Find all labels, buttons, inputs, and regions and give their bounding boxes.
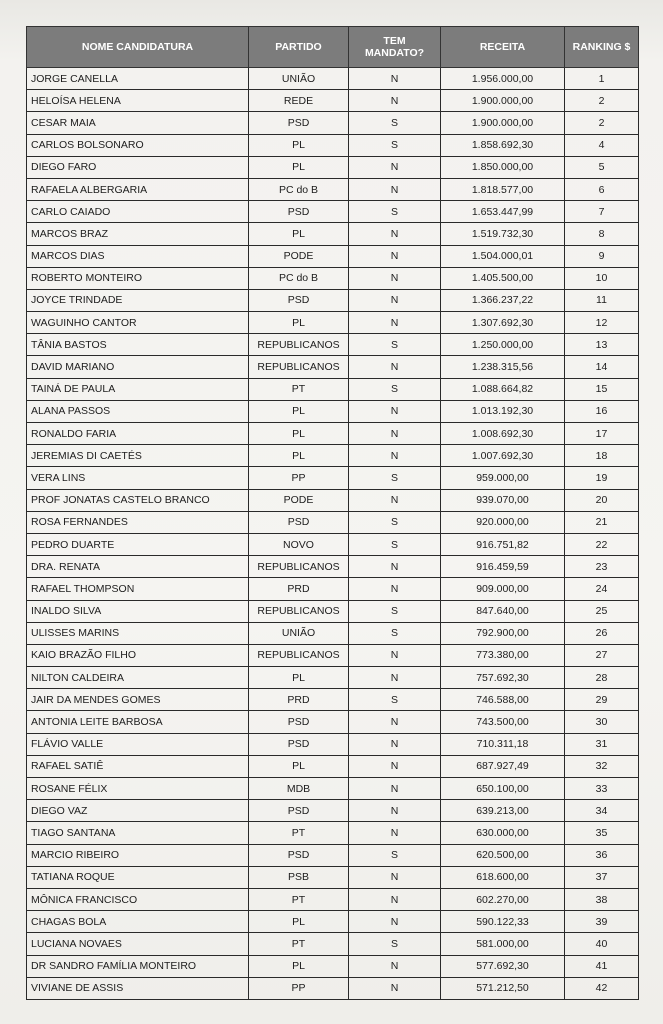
cell-name: MARCOS BRAZ [27, 223, 249, 245]
header-ranking: RANKING $ [565, 27, 639, 68]
cell-name: DIEGO FARO [27, 156, 249, 178]
table-header [27, 27, 639, 68]
table-row [27, 689, 639, 711]
cell-rank: 1 [565, 68, 639, 90]
cell-party: PRD [249, 578, 349, 600]
cell-revenue: 620.500,00 [441, 844, 565, 866]
table-row [27, 334, 639, 356]
cell-party: PL [249, 445, 349, 467]
cell-party: REDE [249, 90, 349, 112]
cell-rank: 13 [565, 334, 639, 356]
cell-mandate: N [349, 356, 441, 378]
candidates-table [26, 26, 639, 1000]
cell-revenue: 1.366.237,22 [441, 289, 565, 311]
table-row [27, 733, 639, 755]
cell-rank: 40 [565, 933, 639, 955]
cell-rank: 31 [565, 733, 639, 755]
cell-mandate: N [349, 489, 441, 511]
cell-party: PL [249, 423, 349, 445]
cell-mandate: S [349, 689, 441, 711]
table-row [27, 600, 639, 622]
cell-revenue: 618.600,00 [441, 866, 565, 888]
table-row [27, 933, 639, 955]
cell-rank: 9 [565, 245, 639, 267]
cell-rank: 18 [565, 445, 639, 467]
cell-name: TATIANA ROQUE [27, 866, 249, 888]
cell-revenue: 590.122,33 [441, 911, 565, 933]
cell-rank: 12 [565, 312, 639, 334]
cell-revenue: 1.307.692,30 [441, 312, 565, 334]
table-row [27, 711, 639, 733]
table-body [27, 68, 639, 1000]
table-row [27, 68, 639, 90]
cell-rank: 28 [565, 667, 639, 689]
cell-mandate: N [349, 888, 441, 910]
cell-rank: 2 [565, 112, 639, 134]
cell-mandate: S [349, 600, 441, 622]
cell-mandate: N [349, 68, 441, 90]
table-row [27, 533, 639, 555]
table-row [27, 312, 639, 334]
cell-mandate: N [349, 178, 441, 200]
cell-name: JEREMIAS DI CAETÉS [27, 445, 249, 467]
cell-revenue: 1.405.500,00 [441, 267, 565, 289]
cell-party: PL [249, 755, 349, 777]
cell-party: PSD [249, 112, 349, 134]
cell-party: PL [249, 911, 349, 933]
cell-name: ALANA PASSOS [27, 400, 249, 422]
table-row [27, 955, 639, 977]
cell-name: RONALDO FARIA [27, 423, 249, 445]
cell-mandate: N [349, 289, 441, 311]
cell-mandate: N [349, 822, 441, 844]
cell-rank: 24 [565, 578, 639, 600]
table-row [27, 556, 639, 578]
table-row [27, 977, 639, 999]
cell-mandate: S [349, 844, 441, 866]
cell-revenue: 1.007.692,30 [441, 445, 565, 467]
table-row [27, 134, 639, 156]
cell-revenue: 1.818.577,00 [441, 178, 565, 200]
cell-mandate: S [349, 622, 441, 644]
cell-rank: 2 [565, 90, 639, 112]
cell-party: PSD [249, 844, 349, 866]
cell-mandate: N [349, 312, 441, 334]
cell-name: LUCIANA NOVAES [27, 933, 249, 955]
cell-name: PEDRO DUARTE [27, 533, 249, 555]
table-row [27, 888, 639, 910]
cell-rank: 14 [565, 356, 639, 378]
cell-revenue: 1.653.447,99 [441, 201, 565, 223]
cell-mandate: N [349, 245, 441, 267]
cell-name: CARLO CAIADO [27, 201, 249, 223]
cell-rank: 27 [565, 644, 639, 666]
cell-rank: 30 [565, 711, 639, 733]
cell-name: PROF JONATAS CASTELO BRANCO [27, 489, 249, 511]
cell-rank: 25 [565, 600, 639, 622]
cell-party: PP [249, 977, 349, 999]
cell-rank: 10 [565, 267, 639, 289]
cell-rank: 21 [565, 511, 639, 533]
cell-mandate: N [349, 90, 441, 112]
table-row [27, 112, 639, 134]
cell-rank: 22 [565, 533, 639, 555]
cell-rank: 19 [565, 467, 639, 489]
cell-name: HELOÍSA HELENA [27, 90, 249, 112]
cell-name: TIAGO SANTANA [27, 822, 249, 844]
cell-mandate: N [349, 755, 441, 777]
cell-party: PODE [249, 245, 349, 267]
cell-party: PT [249, 822, 349, 844]
cell-revenue: 1.088.664,82 [441, 378, 565, 400]
cell-name: DIEGO VAZ [27, 800, 249, 822]
cell-party: PT [249, 933, 349, 955]
header-mandate-line1: TEM [383, 35, 406, 47]
cell-revenue: 916.459,59 [441, 556, 565, 578]
cell-name: DAVID MARIANO [27, 356, 249, 378]
cell-party: MDB [249, 778, 349, 800]
cell-name: VIVIANE DE ASSIS [27, 977, 249, 999]
cell-revenue: 920.000,00 [441, 511, 565, 533]
table-row [27, 267, 639, 289]
cell-rank: 8 [565, 223, 639, 245]
cell-party: REPUBLICANOS [249, 644, 349, 666]
cell-mandate: N [349, 556, 441, 578]
table-row [27, 467, 639, 489]
cell-party: PRD [249, 689, 349, 711]
cell-party: PSD [249, 289, 349, 311]
cell-name: INALDO SILVA [27, 600, 249, 622]
cell-rank: 34 [565, 800, 639, 822]
table-row [27, 90, 639, 112]
cell-rank: 38 [565, 888, 639, 910]
cell-party: PL [249, 955, 349, 977]
cell-mandate: N [349, 711, 441, 733]
cell-party: PSB [249, 866, 349, 888]
cell-mandate: S [349, 511, 441, 533]
cell-rank: 42 [565, 977, 639, 999]
table-row [27, 378, 639, 400]
cell-party: REPUBLICANOS [249, 600, 349, 622]
table-row [27, 489, 639, 511]
cell-party: PSD [249, 733, 349, 755]
cell-rank: 20 [565, 489, 639, 511]
cell-mandate: N [349, 778, 441, 800]
cell-revenue: 743.500,00 [441, 711, 565, 733]
cell-name: TÂNIA BASTOS [27, 334, 249, 356]
header-mandate [349, 27, 441, 68]
header-revenue: RECEITA [441, 27, 565, 68]
cell-name: ROSANE FÉLIX [27, 778, 249, 800]
cell-mandate: S [349, 334, 441, 356]
cell-rank: 4 [565, 134, 639, 156]
cell-rank: 35 [565, 822, 639, 844]
table-row [27, 911, 639, 933]
cell-name: DR SANDRO FAMÍLIA MONTEIRO [27, 955, 249, 977]
cell-rank: 5 [565, 156, 639, 178]
cell-revenue: 916.751,82 [441, 533, 565, 555]
table-row [27, 778, 639, 800]
cell-party: PT [249, 888, 349, 910]
cell-party: PT [249, 378, 349, 400]
cell-mandate: S [349, 533, 441, 555]
table-row [27, 289, 639, 311]
cell-name: JOYCE TRINDADE [27, 289, 249, 311]
cell-revenue: 1.900.000,00 [441, 112, 565, 134]
cell-name: ROSA FERNANDES [27, 511, 249, 533]
table-row [27, 245, 639, 267]
cell-name: FLÁVIO VALLE [27, 733, 249, 755]
table-row [27, 755, 639, 777]
cell-revenue: 1.013.192,30 [441, 400, 565, 422]
cell-revenue: 746.588,00 [441, 689, 565, 711]
cell-revenue: 639.213,00 [441, 800, 565, 822]
cell-rank: 17 [565, 423, 639, 445]
cell-revenue: 630.000,00 [441, 822, 565, 844]
table-row [27, 156, 639, 178]
table-row [27, 223, 639, 245]
cell-revenue: 1.519.732,30 [441, 223, 565, 245]
cell-party: PSD [249, 800, 349, 822]
cell-party: PODE [249, 489, 349, 511]
cell-party: PL [249, 400, 349, 422]
cell-name: KAIO BRAZÃO FILHO [27, 644, 249, 666]
cell-mandate: S [349, 134, 441, 156]
cell-revenue: 577.692,30 [441, 955, 565, 977]
cell-party: PSD [249, 201, 349, 223]
cell-name: JAIR DA MENDES GOMES [27, 689, 249, 711]
cell-party: REPUBLICANOS [249, 556, 349, 578]
cell-revenue: 773.380,00 [441, 644, 565, 666]
table-row [27, 511, 639, 533]
cell-party: PP [249, 467, 349, 489]
cell-revenue: 792.900,00 [441, 622, 565, 644]
cell-name: CESAR MAIA [27, 112, 249, 134]
cell-party: PL [249, 667, 349, 689]
table-row [27, 822, 639, 844]
cell-rank: 6 [565, 178, 639, 200]
table-row [27, 178, 639, 200]
table-row [27, 578, 639, 600]
cell-mandate: N [349, 423, 441, 445]
cell-rank: 26 [565, 622, 639, 644]
cell-name: CARLOS BOLSONARO [27, 134, 249, 156]
cell-mandate: S [349, 201, 441, 223]
cell-party: PC do B [249, 178, 349, 200]
cell-party: PL [249, 223, 349, 245]
cell-mandate: N [349, 400, 441, 422]
cell-rank: 7 [565, 201, 639, 223]
cell-mandate: N [349, 977, 441, 999]
cell-party: PL [249, 312, 349, 334]
header-mandate-line2: MANDATO? [364, 47, 425, 59]
cell-mandate: N [349, 267, 441, 289]
cell-mandate: N [349, 223, 441, 245]
cell-revenue: 1.858.692,30 [441, 134, 565, 156]
cell-name: VERA LINS [27, 467, 249, 489]
cell-rank: 29 [565, 689, 639, 711]
cell-name: ULISSES MARINS [27, 622, 249, 644]
cell-rank: 39 [565, 911, 639, 933]
cell-name: TAINÁ DE PAULA [27, 378, 249, 400]
cell-mandate: N [349, 800, 441, 822]
cell-revenue: 602.270,00 [441, 888, 565, 910]
table-row [27, 400, 639, 422]
cell-rank: 15 [565, 378, 639, 400]
cell-party: PSD [249, 511, 349, 533]
cell-revenue: 1.008.692,30 [441, 423, 565, 445]
cell-revenue: 710.311,18 [441, 733, 565, 755]
header-name: NOME CANDIDATURA [27, 27, 249, 68]
cell-party: PL [249, 134, 349, 156]
cell-name: RAFAEL THOMPSON [27, 578, 249, 600]
cell-name: CHAGAS BOLA [27, 911, 249, 933]
table-row [27, 644, 639, 666]
cell-revenue: 909.000,00 [441, 578, 565, 600]
cell-party: REPUBLICANOS [249, 356, 349, 378]
cell-rank: 11 [565, 289, 639, 311]
cell-revenue: 571.212,50 [441, 977, 565, 999]
cell-revenue: 959.000,00 [441, 467, 565, 489]
cell-mandate: S [349, 378, 441, 400]
cell-rank: 36 [565, 844, 639, 866]
cell-party: REPUBLICANOS [249, 334, 349, 356]
cell-party: UNIÃO [249, 622, 349, 644]
cell-mandate: N [349, 667, 441, 689]
header-party: PARTIDO [249, 27, 349, 68]
cell-mandate: N [349, 955, 441, 977]
cell-name: MARCOS DIAS [27, 245, 249, 267]
cell-name: ANTONIA LEITE BARBOSA [27, 711, 249, 733]
cell-name: MÔNICA FRANCISCO [27, 888, 249, 910]
cell-revenue: 939.070,00 [441, 489, 565, 511]
header-row [27, 27, 639, 68]
cell-revenue: 757.692,30 [441, 667, 565, 689]
cell-name: DRA. RENATA [27, 556, 249, 578]
cell-mandate: N [349, 866, 441, 888]
table-row [27, 201, 639, 223]
cell-mandate: S [349, 467, 441, 489]
cell-rank: 32 [565, 755, 639, 777]
cell-revenue: 1.850.000,00 [441, 156, 565, 178]
cell-mandate: N [349, 911, 441, 933]
cell-rank: 16 [565, 400, 639, 422]
cell-name: WAGUINHO CANTOR [27, 312, 249, 334]
cell-revenue: 847.640,00 [441, 600, 565, 622]
cell-revenue: 1.956.000,00 [441, 68, 565, 90]
cell-party: PC do B [249, 267, 349, 289]
cell-name: ROBERTO MONTEIRO [27, 267, 249, 289]
cell-party: PSD [249, 711, 349, 733]
table-row [27, 423, 639, 445]
table-row [27, 445, 639, 467]
cell-name: RAFAEL SATIÊ [27, 755, 249, 777]
table-row [27, 356, 639, 378]
cell-name: JORGE CANELLA [27, 68, 249, 90]
cell-mandate: S [349, 112, 441, 134]
cell-revenue: 650.100,00 [441, 778, 565, 800]
cell-mandate: N [349, 644, 441, 666]
cell-revenue: 1.250.000,00 [441, 334, 565, 356]
cell-name: NILTON CALDEIRA [27, 667, 249, 689]
cell-name: RAFAELA ALBERGARIA [27, 178, 249, 200]
cell-rank: 41 [565, 955, 639, 977]
cell-party: PL [249, 156, 349, 178]
cell-revenue: 687.927,49 [441, 755, 565, 777]
cell-mandate: N [349, 156, 441, 178]
table-row [27, 800, 639, 822]
cell-rank: 23 [565, 556, 639, 578]
cell-revenue: 1.900.000,00 [441, 90, 565, 112]
cell-mandate: N [349, 445, 441, 467]
cell-rank: 33 [565, 778, 639, 800]
cell-mandate: S [349, 933, 441, 955]
cell-mandate: N [349, 578, 441, 600]
cell-party: UNIÃO [249, 68, 349, 90]
table-row [27, 667, 639, 689]
table-row [27, 844, 639, 866]
cell-rank: 37 [565, 866, 639, 888]
cell-party: NOVO [249, 533, 349, 555]
table-row [27, 622, 639, 644]
cell-revenue: 1.238.315,56 [441, 356, 565, 378]
cell-revenue: 581.000,00 [441, 933, 565, 955]
cell-mandate: N [349, 733, 441, 755]
table-row [27, 866, 639, 888]
cell-name: MARCIO RIBEIRO [27, 844, 249, 866]
cell-revenue: 1.504.000,01 [441, 245, 565, 267]
